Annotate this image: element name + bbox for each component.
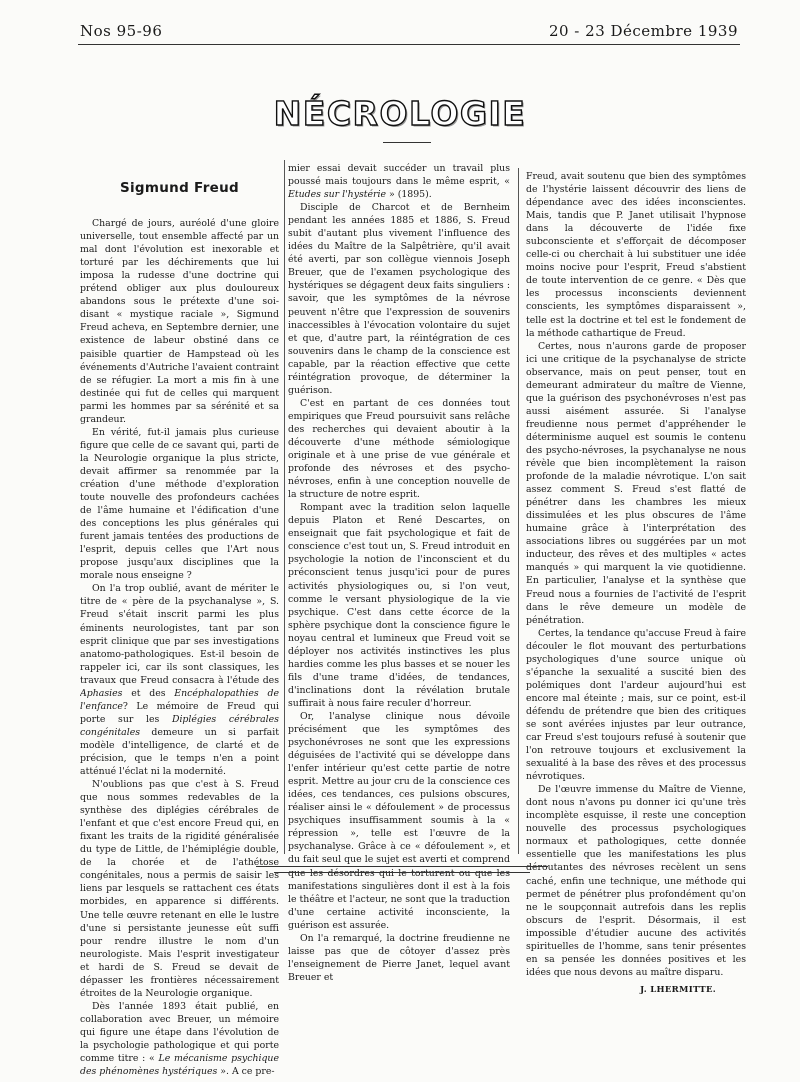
issue-date: 20 - 23 Décembre 1939	[548, 22, 738, 40]
section-title: NÉCROLOGIE	[273, 94, 527, 133]
text-run: Freud, avait soutenu que bien des symptômes de l'hystérie laissent découvrir des liens de dépendance avec des idées inconscientes. Mais, tandis que P. Janet utilisait l'hypnose dans la découverte de l'idée fixe subconsciente et s'efforçait de décomposer celle-ci ou cherchait à lui substituer une idée moins nocive pour l'esprit, Freud s'abstient de toute intervention de ce genre. « Dès que les processus inconscients deviennent conscients, les symptômes disparaissent », telle est la doctrine et tel est le fondement de la méthode cathartique de Freud.	[526, 171, 746, 339]
text-run: Disciple de Charcot et de Bernheim pendant les années 1885 et 1886, S. Freud subit d'autant plus vivement l'influence des idées du Maître de la Salpêtrière, qu'il avait été averti, par son collègue viennois Joseph Breuer, que de l'examen psychologique des hystériques se dégagent deux faits singuliers : savoir, que les symptômes de la névrose peuvent n'être que l'expression de souvenirs inaccessibles à l'évocation volontaire du sujet et que, d'autre part, la réintégration de ces souvenirs dans le champ de la conscience est capable, par la réaction effective que cette réintégration provoque, de déterminer la guérison.	[288, 202, 510, 396]
paragraph	[526, 340, 746, 627]
column-1-body	[80, 217, 279, 1078]
text-run: De l'œuvre immense du Maître de Vienne, dont nous n'avons pu donner ici qu'une très incomplète esquisse, il reste une conception nouvelle des processus psychologiques normaux et pathologiques, cette donnée essentielle que les manifestations les plus déroutantes des névroses recèlent un sens caché, enfin une technique, une méthode qui permet de pénétrer plus profondément qu'on ne le soupçonnait autrefois dans les replis obscurs de l'esprit. Désormais, il est impossible d'étudier aucune des activités spirituelles de l'homme, sans tenir présentes en sa pensée les données positives et les idées que nous devons au maître disparu.	[526, 784, 746, 978]
title-rule	[383, 142, 431, 143]
paragraph	[288, 932, 510, 984]
paragraph	[526, 627, 746, 784]
text-run: Certes, nous n'aurons garde de proposer ici une critique de la psychanalyse de stricte observance, mais on peut penser, tout en demeurant admirateur du maître de Vienne, que la guérison des psychonévroses n'est pas aussi aisément assurée. Si l'analyse freudienne nous permet d'appréhender le déterminisme auquel est soumis le contenu des psycho-névroses, la psychanalyse ne nous révèle que bien incomplètement la raison profonde de la maladie névrotique. L'on sait assez comment S. Freud s'est flatté de pénétrer dans les chambres les mieux dissimulées et les plus obscures de l'âme humaine grâce à l'interprétation des associations libres ou suggérées par un mot inducteur, des rêves et des multiples « actes manqués » qui marquent la vie quotidienne. En particulier, l'analyse et la synthèse que Freud nous a fournies de l'activité de l'esprit dans le rêve demeure un modèle de pénétration.	[526, 340, 746, 626]
text-run: On l'a remarqué, la doctrine freudienne ne laisse pas que de côtoyer d'assez près l'enseignement de Pierre Janet, lequel avant Breuer et	[288, 932, 510, 983]
paragraph	[80, 778, 279, 1000]
text-run: On l'a trop oublié, avant de mériter le titre de « père de la psychanalyse », S. Freud s'était inscrit parmi les plus éminents neurologistes, tant par son esprit clinique que par ses investigations anatomo-pathologiques. Est-il besoin de rappeler ici, car ils sont classiques, les travaux que Freud consacra à l'étude des	[80, 583, 279, 686]
paragraph	[288, 397, 510, 501]
column-3-body	[526, 170, 746, 979]
text-run: demeure un si parfait modèle d'intelligence, de clarté et de précision, que le temps n'en a point atténué l'éclat ni la modernité.	[80, 726, 279, 778]
text-run: Chargé de jours, auréolé d'une gloire universelle, tout ensemble affecté par un mal dont l'évolution est inexorable et torturé par les déchirements que lui imposa la rudesse d'une doctrine qui prétend obliger aux plus douloureux abandons sous le prétexte d'une soi-disant « mystique raciale », Sigmund Freud acheva, en Septembre dernier, une existence de labeur obstiné dans ce paisible quartier de Hampstead où les événements d'Autriche l'avaient contraint de se réfugier. La mort a mis fin à une destinée qui fut de celles qui marquent parmi les hommes par sa sérénité et sa grandeur.	[80, 218, 279, 425]
italic-title: Aphasies	[80, 687, 123, 699]
italic-title: Encéphalopathies de l'enfance	[80, 687, 279, 712]
text-run: Certes, la tendance qu'accuse Freud à faire découler le flot mouvant des perturbations psychologiques d'une source unique où s'épanche la sexualité a suscité bien des polémiques dont l'ardeur aujourd'hui est encore mal éteinte ; mais, sur ce point, est-il défendu de prétendre que bien des critiques se sont avérées injustes par leur outrance, car Freud s'est toujours refusé à soutenir que l'on retrouve toujours et exclusivement la sexualité à la base des rêves et des processus névrotiques.	[526, 627, 746, 783]
paragraph	[80, 582, 279, 778]
text-run: Or, l'analyse clinique nous dévoile précisément que les symptômes des psychonévroses ne sont que les expressions déguisées de l'activité qui se développe dans l'enfer intérieur qu'est cette partie de notre esprit. Mettre au jour cru de la conscience ces idées, ces tendances, ces pulsions obscures, réaliser ainsi le « défoulement » de processus psychiques insuffisamment soumis à la « répression », telle est l'œuvre de la psychanalyse. Grâce à ce « défoulement », et du fait seul que le sujet est averti et comprend que les désordres qui le torturent ou que les manifestations singulières dont il est à la fois le théâtre et l'acteur, ne sont que la traduction d'une certaine activité inconsciente, la guérison est assurée.	[288, 710, 510, 931]
text-run: Rompant avec la tradition selon laquelle depuis Platon et René Descartes, on enseignait que fait psychologique et fait de conscience c'est tout un, S. Freud introduit en psychologie la notion de l'inconscient et du préconscient tenus jusqu'ici pour de pures activités physiologiques ou, si l'on veut, comme le versant physiologique de la vie psychique. C'est dans cette écorce de la sphère psychique dont la conscience figure le noyau central et lumineux que Freud voit se déployer nos activités instinctives les plus hardies comme les plus basses et se nouer les fils d'une trame d'idées, de tendances, d'inclinations dont la révélation brutale suffirait à nous faire reculer d'horreur.	[288, 502, 510, 709]
text-run: » (1895).	[386, 189, 432, 201]
italic-title: Le mécanisme psychique des phénomènes hystériques	[80, 1053, 279, 1078]
text-run: En vérité, fut-il jamais plus curieuse figure que celle de ce savant qui, parti de la Neurologie organique la plus stricte, devait affirmer sa renommée par la création d'une méthode d'exploration toute nouvelle des profondeurs cachées de l'âme humaine et l'édification d'une des conceptions les plus générales qui furent jamais tentées des productions de l'esprit, depuis celles que l'Art nous propose jusqu'aux disciplines que la morale nous enseigne ?	[80, 426, 279, 582]
paragraph	[288, 710, 510, 932]
text-run: ? Le mémoire de Freud qui porte sur les	[80, 700, 279, 725]
column-separator	[284, 160, 285, 854]
column-separator	[518, 168, 519, 854]
paragraph	[288, 201, 510, 397]
paragraph	[526, 783, 746, 979]
italic-title: Diplégies cérébrales congénitales	[80, 713, 279, 738]
article-column-1	[80, 176, 279, 1078]
text-run: mier essai devait succéder un travail plus poussé mais toujours dans le même esprit, «	[288, 163, 510, 188]
article-title: Sigmund Freud	[119, 180, 239, 196]
paragraph	[526, 170, 746, 340]
text-run: C'est en partant de ces données tout empiriques que Freud poursuivit sans relâche des recherches qui devaient aboutir à la découverte d'une méthode sémiologique originale et à une prise de vue générale et profonde des névroses et des psycho-névroses, enfin à une conception nouvelle de la structure de notre esprit.	[288, 397, 510, 501]
header-rule	[78, 44, 740, 45]
text-run: ». A ce pre-	[217, 1066, 275, 1078]
paragraph	[80, 217, 279, 426]
text-run: et des	[122, 687, 175, 699]
article-column-3	[526, 170, 746, 997]
column-2-body	[288, 162, 510, 984]
issue-number: Nos 95-96	[80, 22, 163, 40]
footer-rule	[274, 872, 530, 873]
paragraph	[80, 1000, 279, 1078]
paragraph	[288, 501, 510, 710]
paragraph	[80, 426, 279, 583]
paragraph	[288, 162, 510, 201]
italic-title: Etudes sur l'hystérie	[288, 189, 387, 201]
text-run: Dès l'année 1893 était publié, en collaboration avec Breuer, un mémoire qui figure une étape dans l'évolution de la psychologie pathologique et qui porte comme titre : «	[80, 1000, 279, 1065]
article-column-2	[288, 162, 510, 984]
text-run: N'oublions pas que c'est à S. Freud que nous sommes redevables de la synthèse des diplégies cérébrales de l'enfant et que c'est encore Freud qui, en fixant les traits de la rigidité généralisée du type de Little, de l'hémiplégie double, de la chorée et de l'athétose congénitales, nous a permis de saisir les liens par lesquels se rattachent ces états morbides, en apparence si différents. Une telle œuvre retenant en elle le lustre d'une si persistante jeunesse eût suffi pour rendre illustre le nom d'un neurologiste. Mais l'esprit investigateur et hardi de S. Freud se devait de dépasser les frontières nécessairement étroites de la Neurologie organique.	[80, 779, 279, 999]
author-signature: J. LHERMITTE.	[640, 984, 716, 995]
footer-rule	[256, 866, 548, 867]
